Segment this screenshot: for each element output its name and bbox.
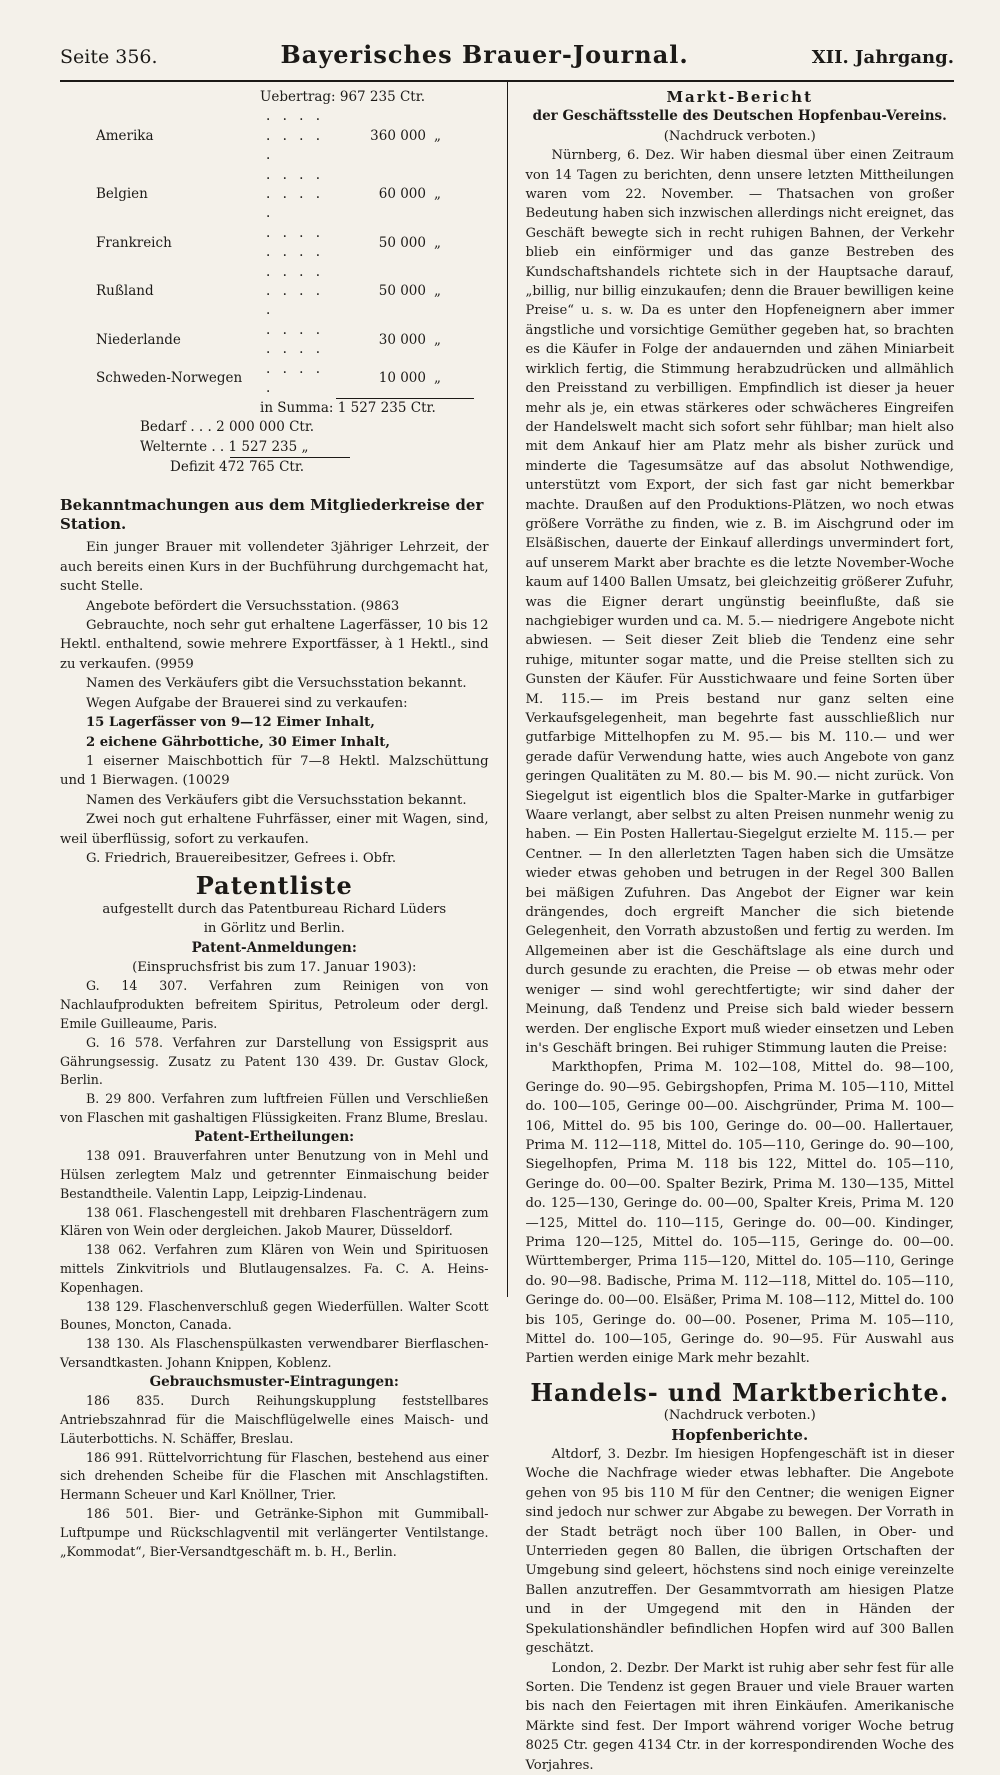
unit: „ <box>434 331 441 348</box>
announcement-text: Ein junger Brauer mit vollendeter 3jähriger Lehrzeit, der auch bereits einen Kurs in der Buchführung durchgemacht hat, sucht Stelle. <box>60 540 489 595</box>
announcement-signature: G. Friedrich, Brauereibesitzer, Gefrees i. Obfr. <box>86 850 397 866</box>
table-row <box>60 321 474 360</box>
country: Amerika <box>96 127 154 144</box>
announcement-text: Namen des Verkäufers gibt die Versuchsstation bekannt. <box>86 792 467 808</box>
carry-over: Uebertrag: 967 235 Ctr. <box>260 89 425 105</box>
market-report-text: Nürnberg, 6. Dez. Wir haben diesmal über einen Zeitraum von 14 Tagen zu berichten, denn unsere letzten Mittheilungen waren vom 22. November. — Thatsachen von großer Bedeutung haben sich inzwischen allerdings nicht ereignet, das Geschäft bewegte sich in recht ruhigen Bahnen, der Verkehr blieb ein einförmiger und das ganze Bestreben des Kundschaftshandels richtete sich in der Hauptsache darauf, „billig, nur billig einzukaufen; denn die Brauer bewilligen keine Preise“ u. s. w. Da es unter den Hopfeneignern aber immer ängstliche und vorsichtige Gemüther gegeben hat, so brachten es die Käufer in Folge der andauernden und zähen Miniarbeit wirklich fertig, die Stimmung herabzudrücken und allmählich den Preisstand zu verbilligen. Empfindlich ist dieser ja heuer mehr als je, ein etwas stärkeres oder schwächeres Eingreifen der Handelswelt macht sich sofort sehr fühlbar; man hielt also mit dem Ankauf hier am Platz mehr als bisher zurück und minderte die Tagesumsätze auf das absolut Nothwendige, unterstützt vom Export, der sich fast gar nicht bemerkbar machte. Draußen auf den Produktions-Plätzen, wo noch etwas größere Vorräthe zu finden, wie z. B. im Aischgrund oder im Elsäßischen, dauerte der Einkauf allerdings unvermindert fort, auf unserem Markt aber brachte es die letzte November-Woche kaum auf 1400 Ballen Umsatz, bei gleichzeitig größerer Zufuhr, was die Eigner derart ungünstig beeinflußte, daß sie nachgiebiger wurden und ca. M. 5.— niedrigere Angebote nicht abwiesen. — Seit dieser Zeit blieb die Tendenz eine sehr ruhige, mitunter sogar matte, und die Preise stellten sich zu Gunsten der Käufer. Für Ausstichwaare und feine Sorten über M. 115.— im Preis bestand nur ganz selten eine Verkaufsgelegenheit, man begehrte fast ausschließlich nur gutfarbige Mittelhopfen zu M. 95.— bis M. 110.— und wer gerade dafür Verwendung hatte, wies auch Angebote von ganz geringen Qualitäten zu M. 80.— bis M. 90.— nicht zurück. Von Siegelgut ist eigentlich blos die Spalter-Marke in gutfarbiger Waare verlangt, aber selbst zu alten Preisen nunmehr wenig zu haben. — Ein Posten Hallertau-Siegelgut erzielte M. 115.— per Centner. — In den allerletzten Tagen haben sich die Umsätze wieder etwas gehoben und betrugen in der Regel 300 Ballen bei mäßigen Zufuhren. Das Angebot der Eigner war kein drängendes, doch ergreift Mancher die sich bietende Gelegenheit, den Vorrath abzustoßen und fertig zu werden. Im Allgemeinen aber ist die Geschäftslage als eine durch und durch gesunde zu erachten, die Preise — ob etwas mehr oder weniger — sind wohl gerechtfertigte; wir sind daher der Meinung, daß Tendenz und Preise sich bald wieder bessern werden. Der englische Export muß wieder einsetzen und Leben in's Geschäft bringen. Bei ruhiger Stimmung lauten die Preise: <box>525 148 954 1056</box>
patent-list-sub: aufgestellt durch das Patentbureau Richard Lüders <box>102 901 447 917</box>
trade-report-text: London, 2. Dezbr. Der Markt ist ruhig aber sehr fest für alle Sorten. Die Tendenz ist gegen Brauer und viele Brauer warten bis nach den Feiertagen mit ihren Einkäufen. Amerikanische Märkte sind fest. Der Import während voriger Woche betrug 8025 Ctr. gegen 4134 Ctr. in der korrespondirenden Woche des Vorjahres. <box>525 1660 954 1773</box>
announcement-item: 2 eichene Gährbottiche, 30 Eimer Inhalt, <box>86 734 390 750</box>
country: Belgien <box>96 186 148 203</box>
columns <box>60 82 954 1773</box>
table-row <box>60 263 474 321</box>
list-item: G. 14 307. Verfahren zum Reinigen von von Nachlaufprodukten befreitem Spiritus, Petroleum oder dergl. Emile Guilleaume, Paris. <box>60 978 489 1031</box>
value: 10 000 <box>336 360 426 399</box>
value: 60 000 <box>378 186 426 203</box>
world-harvest-line: Welternte . . 1 527 235 „ <box>140 438 309 455</box>
trade-reports-title: Handels- und Marktberichte. <box>530 1377 950 1407</box>
trade-reports-note: (Nachdruck verboten.) <box>663 1408 816 1424</box>
volume-label: XII. Jahrgang. <box>811 47 954 68</box>
patent-section-title: Patent-Anmeldungen: <box>191 939 357 956</box>
trade-report-text: Altdorf, 3. Dezbr. Im hiesigen Hopfengeschäft ist in dieser Woche die Nachfrage wieder etwas lebhafter. Die Angebote gehen von 95 bis 110 M für den Centner; die wenigen Eigner sind jedoch nur schwer zur Abgabe zu bewegen. Der Vorrath in der Stadt beträgt noch über 100 Ballen, in Ober- und Unterrieden gegen 80 Ballen, die übrigen Ortschaften der Umgebung sind geleert, höchstens sind noch einige vereinzelte Ballen anzutreffen. Der Gesammtvorrath am hiesigen Platze und in der Umgegend mit den in Händen der Spekulationshändler befindlichen Hopfen wird auf 300 Ballen geschätzt. <box>525 1447 954 1657</box>
unit: „ <box>434 186 441 203</box>
announcement-text: Wegen Aufgabe der Brauerei sind zu verkaufen: <box>86 695 408 711</box>
list-item: 138 091. Brauverfahren unter Benutzung von in Mehl und Hülsen zerlegtem Malz und getrennter Einmaischung beider Bestandtheile. Valentin Lapp, Leipzig-Lindenau. <box>60 1148 489 1201</box>
demand-line: Bedarf . . . 2 000 000 Ctr. <box>140 419 315 436</box>
announcement-text: Zwei noch gut erhaltene Fuhrfässer, einer mit Wagen, sind, weil überflüssig, sofort zu verkaufen. <box>60 812 489 847</box>
patent-section-title: Gebrauchsmuster-Eintragungen: <box>149 1373 399 1390</box>
page-header <box>60 40 954 74</box>
dots: . . . . . . . . <box>266 321 325 358</box>
dots: . . . . . . . . . <box>266 166 325 222</box>
value: 50 000 <box>378 283 426 300</box>
list-item: 186 501. Bier- und Getränke-Siphon mit Gummiball-Luftpumpe und Rückschlagventil mit verlängerter Ventilstange. „Kommodat“, Bier-Versandtgeschäft m. b. H., Berlin. <box>60 1505 489 1559</box>
market-prices: Markthopfen, Prima M. 102—108, Mittel do. 98—100, Geringe do. 90—95. Gebirgshopfen, Prima M. 105—110, Mittel do. 100—105, Geringe 00—00. Aischgründer, Prima M. 100—106, Mittel do. 95 bis 100, Geringe do. 00—00. Hallertauer, Prima M. 112—118, Mittel do. 105—110, Geringe do. 90—100, Siegelhopfen, Prima M. 118 bis 122, Mittel do. 105—110, Geringe do. 00—00. Spalter Bezirk, Prima M. 130—135, Mittel do. 125—130, Geringe do. 00—00, Spalter Kreis, Prima M. 120—125, Mittel do. 110—115, Geringe do. 00—00. Kindinger, Prima 120—125, Mittel do. 105—115, Geringe do. 00—00. Württemberger, Prima 115—120, Mittel do. 105—110, Geringe do. 90—98. Badische, Prima M. 112—118, Mittel do. 105—110, Geringe do. 00—00. Elsäßer, Prima M. 108—112, Mittel do. 100 bis 105, Geringe do. 00—00. Posener, Prima M. 105—110, Mittel do. 100—105, Geringe do. 90—95. Für Auswahl aus Partien werden einige Mark mehr bezahlt. <box>525 1060 954 1367</box>
list-item: 138 130. Als Flaschenspülkasten verwendbarer Bierflaschen-Versandtkasten. Johann Knippen, Koblenz. <box>60 1336 489 1370</box>
dots: . . . . . <box>266 360 325 397</box>
list-item: 186 835. Durch Reihungskupplung feststellbares Antriebszahnrad für die Maischflügelwelle eines Maisch- und Läuterbottichs. N. Schäffer, Breslau. <box>60 1393 489 1446</box>
country: Frankreich <box>96 234 172 251</box>
journal-title: Bayerisches Brauer-Journal. <box>280 40 689 69</box>
list-item: G. 16 578. Verfahren zur Darstellung von Essigsprit aus Gährungsessig. Zusatz zu Patent 130 439. Dr. Gustav Glock, Berlin. <box>60 1034 489 1088</box>
value: 50 000 <box>378 234 426 251</box>
announcement-text: Angebote befördert die Versuchsstation. (9863 <box>86 598 400 614</box>
dots: . . . . . . . . <box>266 224 325 261</box>
market-report-title: Markt-Bericht <box>666 88 814 106</box>
patent-list-title: Patentliste <box>195 871 353 901</box>
value: 30 000 <box>378 331 426 348</box>
list-item: 138 061. Flaschengestell mit drehbaren Flaschenträgern zum Klären von Wein oder dergleichen. Jakob Maurer, Düsseldorf. <box>60 1204 489 1239</box>
announcement-text: Namen des Verkäufers gibt die Versuchsstation bekannt. <box>86 676 467 692</box>
dots: . . . . . . . . . <box>266 263 325 319</box>
patent-grants <box>60 1147 489 1373</box>
export-table <box>60 107 474 399</box>
right-column <box>507 82 954 1773</box>
announcements-title: Bekanntmachungen aus dem Mitgliederkreise der Station. <box>60 495 484 534</box>
list-item: 186 991. Rüttelvorrichtung für Flaschen, bestehend aus einer sich drehenden Scheibe für die Flaschen mit Anschlagstiften. Hermann Scheuer und Karl Knöllner, Trier. <box>60 1449 489 1503</box>
announcement-item: 1 eiserner Maischbottich für 7—8 Hektl. Malzschüttung und 1 Bierwagen. (10029 <box>60 753 489 789</box>
table-row <box>60 166 474 224</box>
deficit-line: Defizit 472 765 Ctr. <box>170 459 305 476</box>
unit: „ <box>434 283 441 300</box>
table-row <box>60 107 474 165</box>
utility-models <box>60 1392 489 1561</box>
country: Schweden-Norwegen <box>96 370 243 387</box>
patent-list-sub: in Görlitz und Berlin. <box>203 921 345 937</box>
market-report-sub: der Geschäftsstelle des Deutschen Hopfenbau-Vereins. <box>532 108 947 125</box>
announcement-text: Gebrauchte, noch sehr gut erhaltene Lagerfässer, 10 bis 12 Hektl. enthaltend, sowie mehrere Exportfässer, à 1 Hektl., sind zu verkaufen. (9959 <box>60 618 489 672</box>
patent-section-title: Patent-Ertheilungen: <box>194 1128 355 1145</box>
value: 360 000 <box>370 127 426 144</box>
patent-applications <box>60 977 489 1127</box>
table-row <box>60 224 474 263</box>
list-item: B. 29 800. Verfahren zum luftfreien Füllen und Verschließen von Flaschen mit gashaltigen Flüssigkeiten. Franz Blume, Breslau. <box>60 1091 489 1125</box>
country: Rußland <box>96 283 154 300</box>
table-row <box>60 360 474 399</box>
unit: „ <box>426 360 474 399</box>
patent-section-note: (Einspruchsfrist bis zum 17. Januar 1903): <box>132 959 417 975</box>
sum-total: in Summa: 1 527 235 Ctr. <box>260 400 436 416</box>
market-report-note: (Nachdruck verboten.) <box>663 128 816 144</box>
unit: „ <box>434 127 441 144</box>
hop-reports-title: Hopfenberichte. <box>671 1425 809 1444</box>
list-item: 138 062. Verfahren zum Klären von Wein und Spirituosen mittels Zinkvitriols und Blutlaugensalzes. Fa. C. A. Heins-Kopenhagen. <box>60 1242 489 1295</box>
page-number: Seite 356. <box>60 46 158 68</box>
country: Niederlande <box>96 331 181 348</box>
list-item: 138 129. Flaschenverschluß gegen Wiederfüllen. Walter Scott Bounes, Moncton, Canada. <box>60 1298 489 1333</box>
announcement-item: 15 Lagerfässer von 9—12 Eimer Inhalt, <box>86 715 375 731</box>
unit: „ <box>434 234 441 251</box>
dots: . . . . . . . . . <box>266 108 325 164</box>
left-column <box>60 82 507 1559</box>
